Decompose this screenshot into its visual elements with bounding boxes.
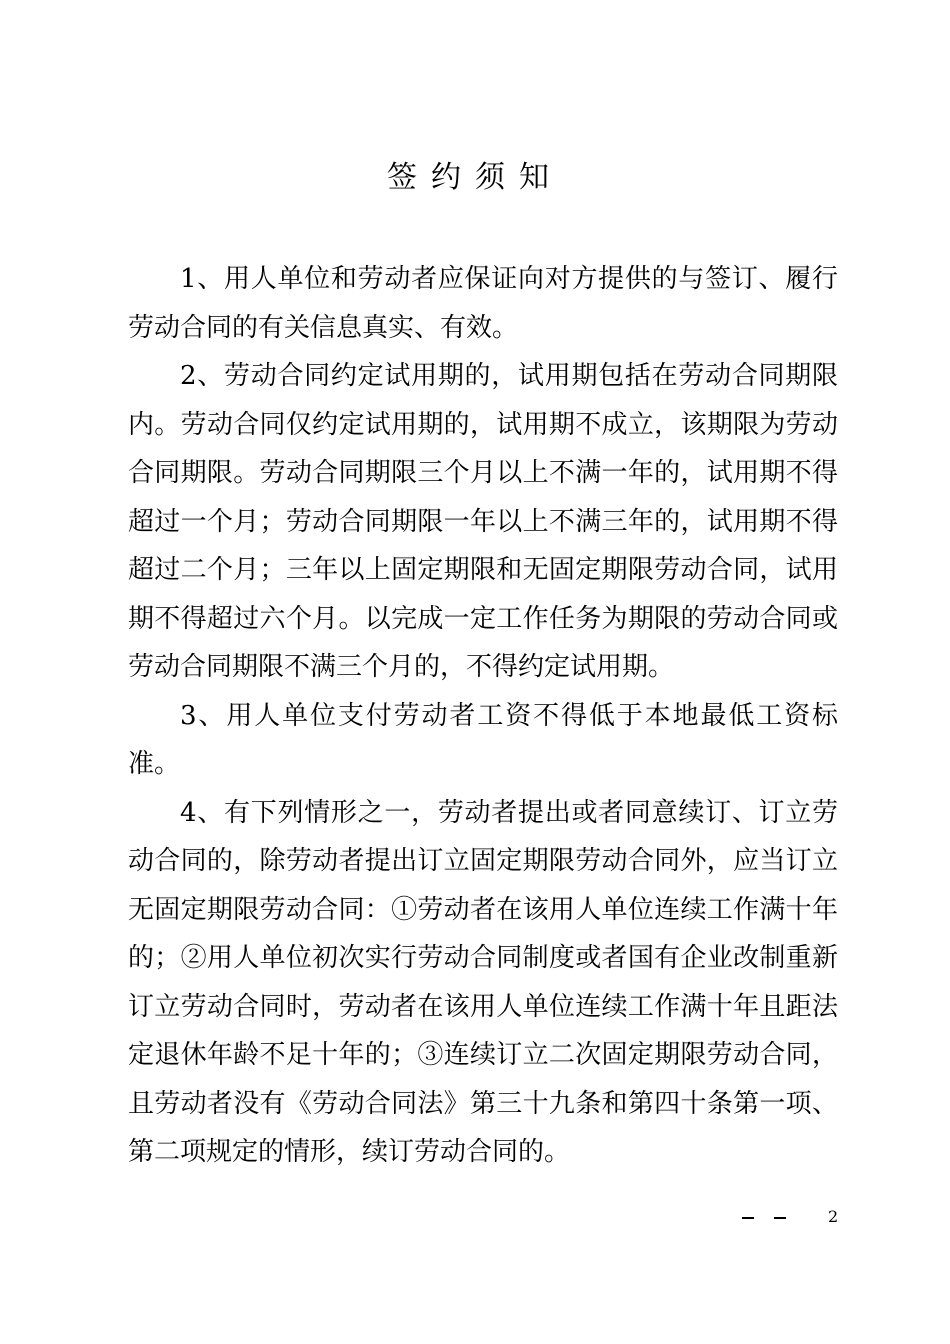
- paragraph-3: 3、用人单位支付劳动者工资不得低于本地最低工资标准。: [128, 700, 838, 779]
- paragraph-1: 1、用人单位和劳动者应保证向对方提供的与签订、履行劳动合同的有关信息真实、有效。: [128, 264, 838, 343]
- document-body: [128, 255, 838, 1177]
- paragraph-4: 4、有下列情形之一，劳动者提出或者同意续订、订立劳动合同的，除劳动者提出订立固定期限劳动合同外，应当订立无固定期限劳动合同：①劳动者在该用人单位连续工作满十年的；②用人单位初次实行劳动合同制度或者国有企业改制重新订立劳动合同时，劳动者在该用人单位连续工作满十年且距法定退休年龄不足十年的；③连续订立二次固定期限劳动合同，且劳动者没有《劳动合同法》第三十九条和第四十条第一项、第二项规定的情形，续订劳动合同的。: [128, 797, 838, 1167]
- footer-dash: [742, 1217, 754, 1219]
- document-title: 签约须知: [387, 160, 563, 195]
- page-footer: [742, 1207, 842, 1231]
- page-number: 2: [828, 1207, 839, 1226]
- footer-dash: [774, 1217, 786, 1219]
- paragraph-2: 2、劳动合同约定试用期的，试用期包括在劳动合同期限内。劳动合同仅约定试用期的，试用期不成立，该期限为劳动合同期限。劳动合同期限三个月以上不满一年的，试用期不得超过一个月；劳动合同期限一年以上不满三年的，试用期不得超过二个月；三年以上固定期限和无固定期限劳动合同，试用期不得超过六个月。以完成一定工作任务为期限的劳动合同或劳动合同期限不满三个月的，不得约定试用期。: [128, 361, 838, 682]
